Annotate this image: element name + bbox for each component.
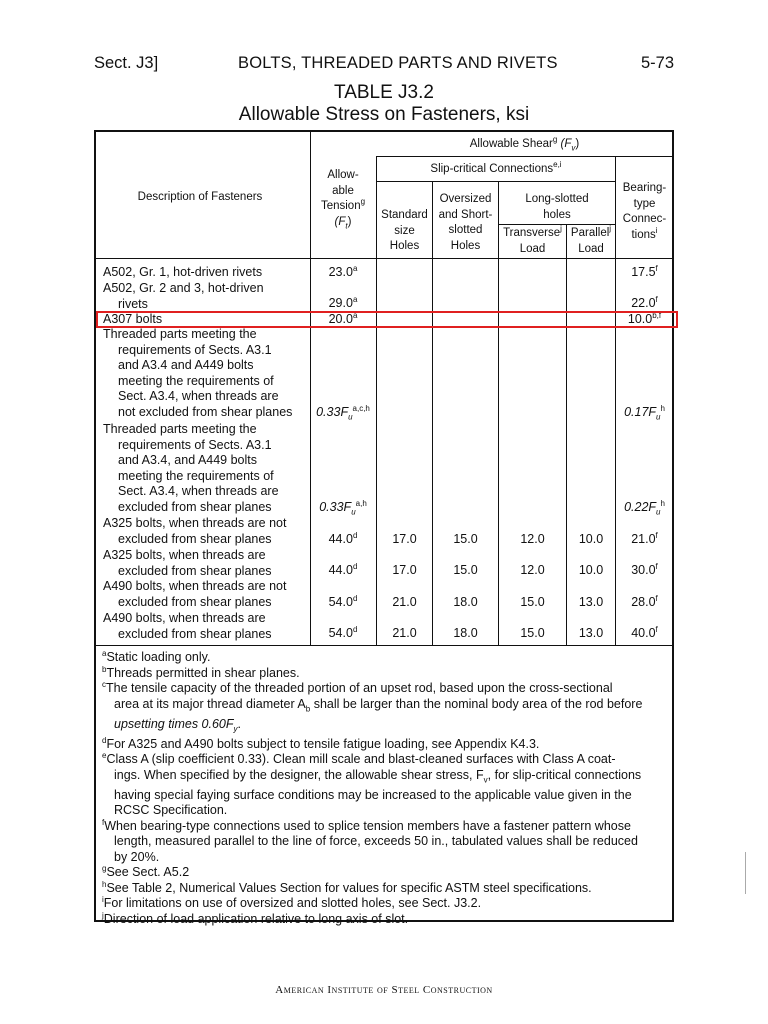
row-par-a490-excluded: 13.0 [578,626,604,640]
row-std-a490-not-excluded: 21.0 [392,595,417,609]
publisher-footer: American Institute of Steel Construction [275,984,493,996]
section-ref: Sect. J3] [94,54,159,72]
row-over-a325-excluded: 15.0 [453,563,478,577]
row-tension-a307: 20.0$^a$ [328,310,358,326]
shear-header-rule [376,156,673,157]
margin-scan-mark [745,852,746,894]
row-tension-threaded-not-excluded: $0.33F_u^{a,c,h}$ [316,403,370,422]
footnote-a: $^a$Static loading only. [102,648,211,664]
footnote-e: $^e$Class A (slip coefficient 0.33). Clean mill scale and blast-cleaned surfaces with Class A coat- ings. When specified by the designer, the allowable shear stress, $F_v$, for slip-critical connections having special faying surface conditions may be increased to the applicable value given in the RCSC Specification. [102,750,642,817]
header-allowable-shear: Allowable Shear$^g$ $(F_v)$ [469,135,580,153]
row-bearing-a502-gr1: 17.5$^f$ [631,263,658,279]
header-long-slotted: Long-slotted holes [525,193,589,221]
header-parallel-load: Parallel$^j$ Load [570,224,612,255]
row-tension-a325-not-excluded: 44.0$^d$ [328,530,358,546]
row-tension-a490-excluded: 54.0$^d$ [328,624,358,640]
header-transverse-load: Transverse$^j$ Load [503,224,562,255]
row-bearing-a325-excluded: 30.0$^f$ [631,561,658,577]
a307-row-highlight [96,311,678,328]
row-desc-a490-excluded: A490 bolts, when threads are excluded from shear planes [103,611,272,641]
longslot-header-rule [498,224,616,225]
footnote-g: $^g$See Sect. A5.2 [102,863,190,879]
row-desc-a490-not-excluded: A490 bolts, when threads are not excluded from shear planes [103,579,287,609]
row-trans-a325-excluded: 12.0 [520,563,545,577]
header-standard-holes: Standard size Holes [381,209,428,252]
row-bearing-a490-not-excluded: 28.0$^f$ [631,593,658,609]
row-tension-a502-gr23: 29.0$^a$ [328,294,358,310]
body-bottom-rule [95,645,673,646]
row-bearing-a490-excluded: 40.0$^f$ [631,624,658,640]
row-par-a490-not-excluded: 13.0 [578,595,604,609]
header-oversized-holes: Oversized and Short- slotted Holes [438,193,493,252]
row-bearing-a307: 10.0$^{b,f}$ [627,310,662,326]
row-trans-a490-excluded: 15.0 [520,626,545,640]
row-desc-a502-gr1: A502, Gr. 1, hot-driven rivets [103,265,263,279]
header-tension: Allow- able Tension$^g$ $(F_t)$ [320,169,366,230]
footnote-f: $^f$When bearing-type connections used to splice tension members have a fastener pattern whose length, measured parallel to the line of force, exceeds 50 in., tabulated values shall be reduced by 20%. [102,817,638,864]
row-desc-threaded-not-excluded: Threaded parts meeting the requirements of Sects. A3.1 and A3.4 and A449 bolts meeting the requirements of Sect. A3.4, when threads are not excluded from shear planes [103,327,293,419]
row-tension-a325-excluded: 44.0$^d$ [328,561,358,577]
row-par-a325-not-excluded: 10.0 [578,532,604,546]
table-number: TABLE J3.2 [334,82,434,103]
row-bearing-a502-gr23: 22.0$^f$ [631,294,658,310]
row-tension-a490-not-excluded: 54.0$^d$ [328,593,358,609]
page-number: 5-73 [640,54,674,72]
row-bearing-threaded-excluded: $0.22F_u^h$ [624,498,665,517]
row-desc-a502-gr23: A502, Gr. 2 and 3, hot-driven rivets [103,281,264,311]
footnote-h: $^h$See Table 2, Numerical Values Section for values for specific ASTM steel specifications. [102,879,592,895]
footnote-i: $^i$For limitations on use of oversized and slotted holes, see Sect. J3.2. [102,894,482,910]
col-divider-parallel [566,224,567,645]
header-description: Description of Fasteners [137,191,263,203]
row-std-a325-not-excluded: 17.0 [392,532,417,546]
row-trans-a325-not-excluded: 12.0 [520,532,545,546]
slip-header-rule [376,181,616,182]
row-bearing-threaded-not-excluded: $0.17F_u^h$ [624,403,665,422]
row-std-a490-excluded: 21.0 [392,626,417,640]
row-desc-threaded-excluded: Threaded parts meeting the requirements of Sects. A3.1 and A3.4, and A449 bolts meeting the requirements of Sect. A3.4, when threads are excluded from shear planes [103,422,279,514]
footnote-b: $^b$Threads permitted in shear planes. [102,664,300,680]
row-over-a490-not-excluded: 18.0 [453,595,478,609]
header-bearing-type: Bearing- type Connec- tions$^i$ [622,182,667,241]
footnote-j: $^j$Direction of load application relative to long axis of slot. [102,910,409,926]
row-trans-a490-not-excluded: 15.0 [520,595,545,609]
row-over-a490-excluded: 18.0 [453,626,478,640]
footnote-d: $^d$For A325 and A490 bolts subject to tensile fatigue loading, see Appendix K4.3. [102,735,540,751]
header-slip-critical: Slip-critical Connections$^{e,i}$ [430,160,562,175]
row-std-a325-excluded: 17.0 [392,563,417,577]
row-tension-threaded-excluded: $0.33F_u^{a,h}$ [319,498,367,517]
row-desc-a325-not-excluded: A325 bolts, when threads are not excluded from shear planes [103,516,287,546]
row-bearing-a325-not-excluded: 21.0$^f$ [631,530,658,546]
header-bottom-rule [95,258,673,259]
table-footnotes [102,650,668,927]
row-tension-a502-gr1: 23.0$^a$ [328,263,358,279]
row-desc-a307: A307 bolts [103,312,163,326]
row-desc-a325-excluded: A325 bolts, when threads are excluded from shear planes [103,548,272,578]
table-title: Allowable Stress on Fasteners, ksi [238,104,530,125]
running-header [94,54,674,76]
row-over-a325-not-excluded: 15.0 [453,532,478,546]
chapter-title: BOLTS, THREADED PARTS AND RIVETS [238,54,558,72]
footnote-c: $^c$The tensile capacity of the threaded portion of an upset rod, based upon the cross-sectional area at its major thread diameter $A_b$ shall be larger than the nominal body area of the rod before upsetting times $0.60F_y$. [102,679,643,733]
row-par-a325-excluded: 10.0 [578,563,604,577]
